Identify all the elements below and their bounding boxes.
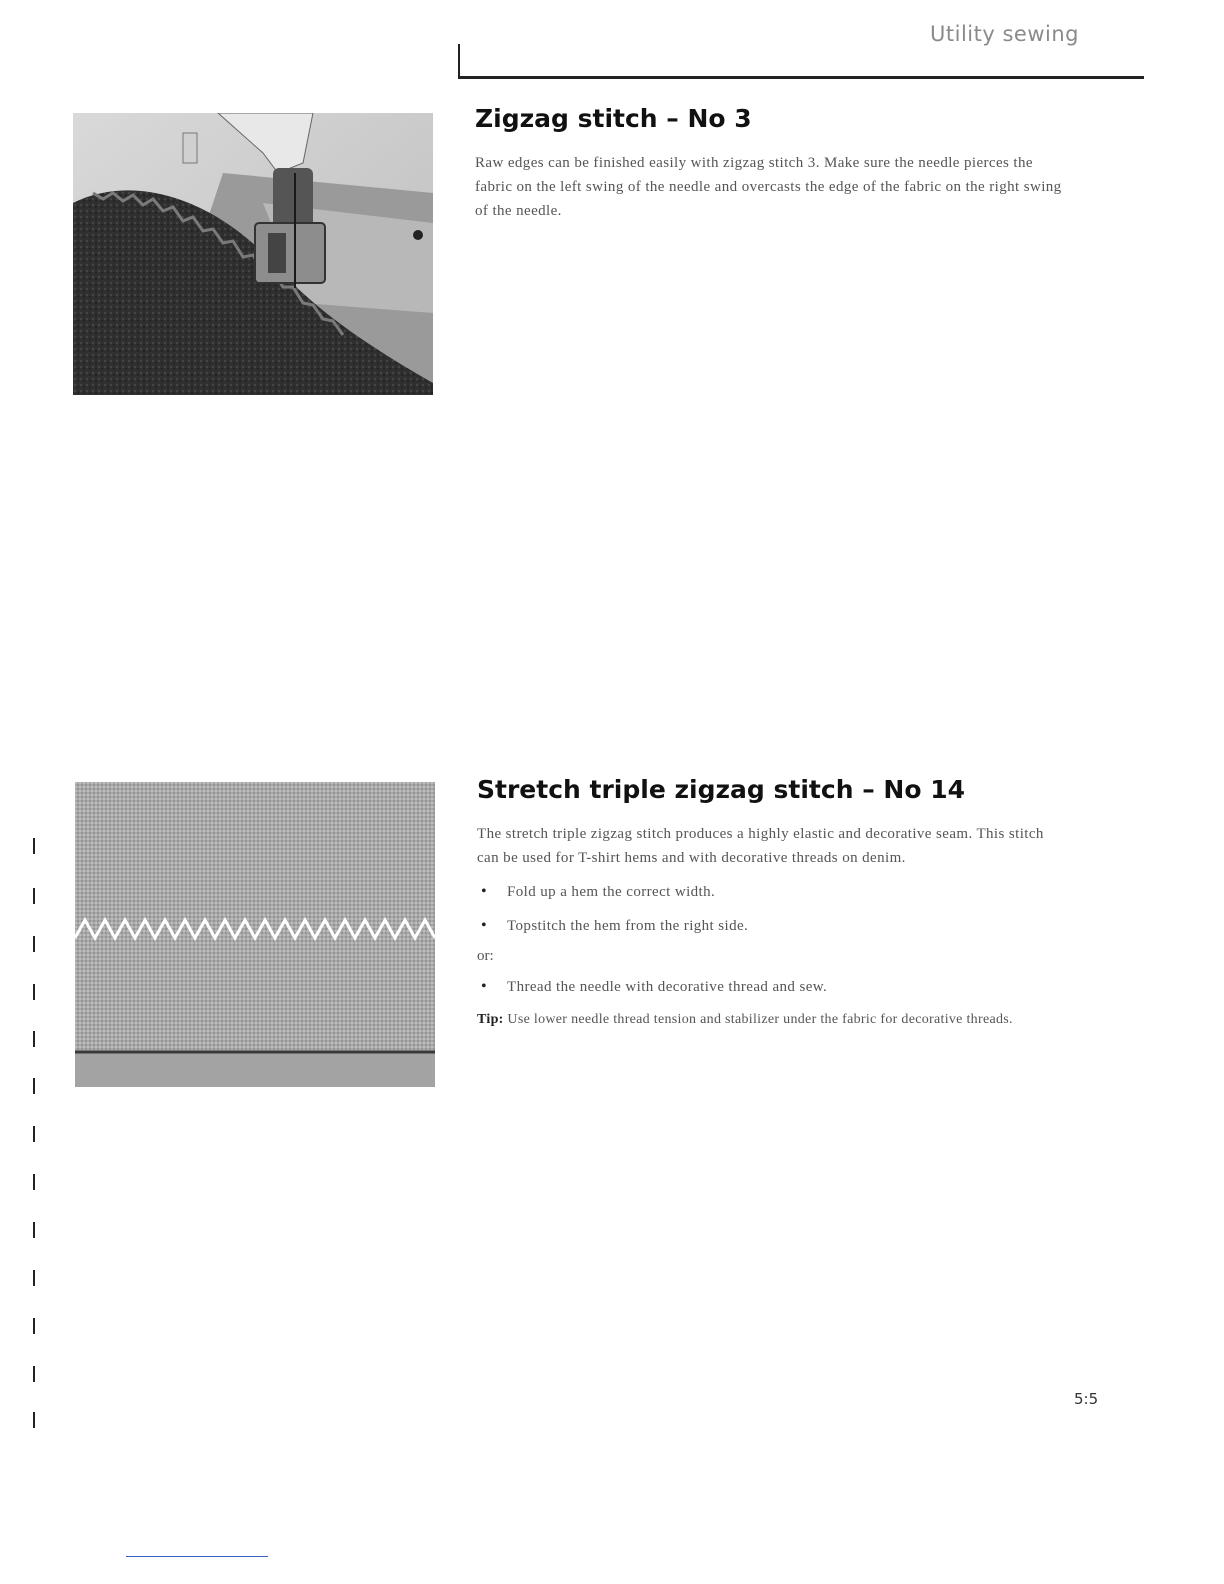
- triple-zigzag-paragraph: The stretch triple zigzag stitch produces a highly elastic and decorative seam. This stitch can be used for T-shirt hems and with decorative threads on denim.: [477, 826, 1044, 866]
- binding-mark: [33, 1031, 35, 1047]
- header-horizontal-rule: [458, 76, 1144, 79]
- tip: [477, 1009, 1067, 1031]
- section-zigzag: [475, 104, 1065, 223]
- zigzag-heading: Zigzag stitch – No 3: [475, 104, 752, 133]
- binding-mark: [33, 1412, 35, 1428]
- binding-mark: [33, 888, 35, 904]
- header-vertical-rule: [458, 44, 460, 78]
- binding-mark: [33, 1078, 35, 1094]
- triple-zigzag-heading: Stretch triple zigzag stitch – No 14: [477, 775, 965, 804]
- instruction-list: [477, 880, 1067, 938]
- zigzag-photo: [73, 113, 433, 395]
- list-item: • Thread the needle with decorative thread and sew.: [477, 975, 1067, 999]
- instruction-list-alt: [477, 975, 1067, 999]
- list-item: • Fold up a hem the correct width.: [477, 880, 1067, 904]
- footer-line: [126, 1556, 268, 1557]
- list-item: • Topstitch the hem from the right side.: [477, 914, 1067, 938]
- sewing-machine-illustration: [73, 113, 433, 395]
- binding-mark: [33, 1366, 35, 1382]
- binding-mark: [33, 1174, 35, 1190]
- triple-zigzag-photo: [75, 782, 435, 1087]
- binding-mark: [33, 1126, 35, 1142]
- binding-mark: [33, 1222, 35, 1238]
- binding-mark: [33, 1270, 35, 1286]
- tip-label: Tip:: [477, 1012, 504, 1027]
- fabric-sample-illustration: [75, 782, 435, 1087]
- binding-mark: [33, 1318, 35, 1334]
- binding-mark: [33, 936, 35, 952]
- or-text: or:: [477, 948, 494, 964]
- zigzag-paragraph: Raw edges can be finished easily with zigzag stitch 3. Make sure the needle pierces the fabric on the left swing of the needle and overcasts the edge of the fabric on the right swing of the needle.: [475, 155, 1062, 219]
- chapter-title: Utility sewing: [930, 22, 1079, 46]
- section-triple-zigzag: [477, 775, 1067, 1031]
- page-number: 5:5: [1074, 1390, 1099, 1408]
- tip-text: Use lower needle thread tension and stabilizer under the fabric for decorative threads.: [503, 1012, 1013, 1027]
- binding-mark: [33, 838, 35, 854]
- binding-mark: [33, 984, 35, 1000]
